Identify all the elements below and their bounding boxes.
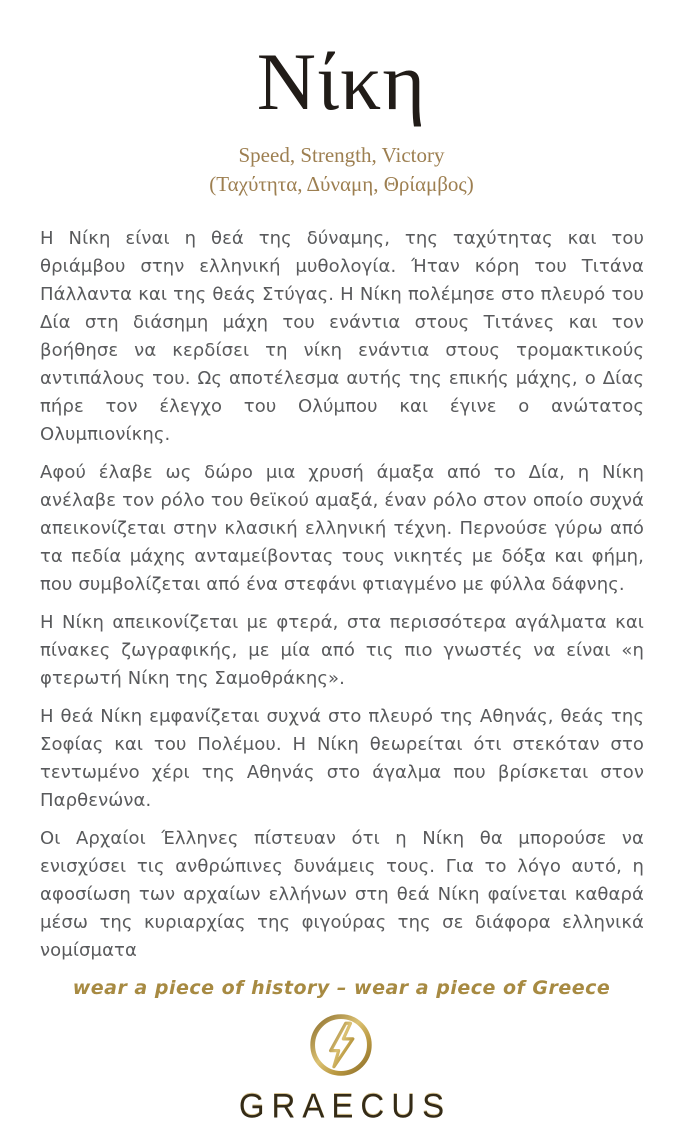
lightning-bolt-in-circle-icon <box>307 1011 375 1083</box>
paragraph-coins-devotion: Οι Αρχαίοι Έλληνες πίστευαν ότι η Νίκη θα μπορούσε να ενισχύσει τις ανθρώπινες δυνάμεις τους. Για το λόγο αυτό, η αφοσίωση των αρχαίων ελλήνων στη θεά Νίκη φαίνεται καθαρά μέσω της κυριαρχίας της φιγούρας της σε διάφορα ελληνικά νομίσματα <box>40 827 644 961</box>
brand-tagline: wear a piece of history – wear a piece of Greece <box>72 976 611 999</box>
brand-logo-block <box>232 1011 451 1125</box>
paragraph-winged-depiction: Η Νίκη απεικονίζεται με φτερά, στα περισσότερα αγάλματα και πίνακες ζωγραφικής, με μία από τις πιο γνωστές να είναι «η φτερωτή Νίκη της Σαμοθράκης». <box>40 611 644 689</box>
paragraph-golden-chariot: Αφού έλαβε ως δώρο μια χρυσή άμαξα από το Δία, η Νίκη ανέλαβε τον ρόλο του θεϊκού αμαξά, έναν ρόλο στον οποίο συχνά απεικονίζεται στην κλασική ελληνική τέχνη. Περνούσε γύρω από τα πεδία μάχης ανταμείβοντας τους νικητές με δόξα και φήμη, που συμβολίζεται από ένα στεφάνι φτιαγμένο με φύλλα δάφνης. <box>40 461 644 595</box>
brand-wordmark: GRAECUS <box>238 1085 452 1125</box>
subtitle-block <box>209 141 474 199</box>
subtitle-greek: (Ταχύτητα, Δύναμη, Θρίαμβος) <box>209 171 474 196</box>
paragraph-origin-and-titan-battle: Η Νίκη είναι η θεά της δύναμης, της ταχύτητας και του θριάμβου στην ελληνική μυθολογία. Ήταν κόρη του Τιτάνα Πάλλαντα και της θεάς Στύγας. Η Νίκη πολέμησε στο πλευρό του Δία στη διάσημη μάχη του ενάντια στους Τιτάνες και τον βοήθησε να κερδίσει τη νίκη ενάντια στους τρομακτικούς αντιπάλους του. Ως αποτέλεσμα αυτής της επικής μάχης, ο Δίας πήρε τον έλεγχο του Ολύμπου και έγινε ο ανώτατος Ολυμπιονίκης. <box>40 227 644 445</box>
body-text-block <box>0 225 683 975</box>
subtitle-english: Speed, Strength, Victory <box>238 142 445 167</box>
paragraph-athena-parthenon: Η θεά Νίκη εμφανίζεται συχνά στο πλευρό της Αθηνάς, θεάς της Σοφίας και του Πολέμου. Η Νίκη θεωρείται ότι στεκόταν στο τεντωμένο χέρι της Αθηνάς στο άγαλμα που βρίσκεται στον Παρθενώνα. <box>40 705 644 811</box>
page-title: Νίκη <box>256 36 427 127</box>
